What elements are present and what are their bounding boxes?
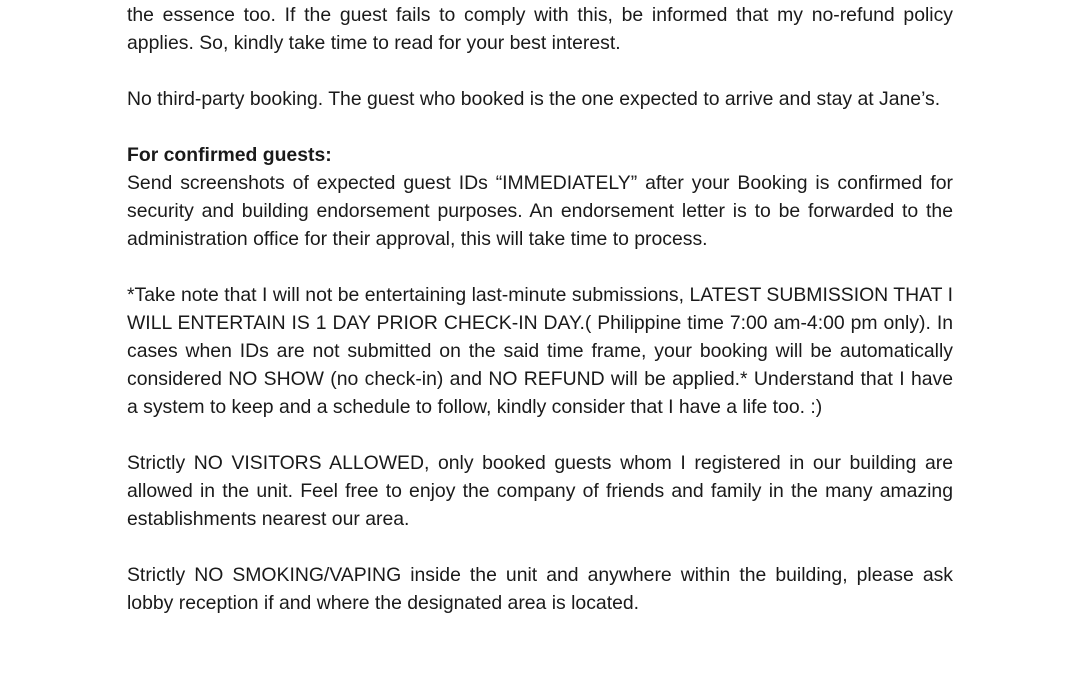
paragraph-refund-policy: the essence too. If the guest fails to comply with this, be informed that my no-refund policy applies. So, kindly take time to read for your best interest. <box>127 4 953 54</box>
confirmed-guests-heading: For confirmed guests: <box>127 144 332 166</box>
paragraph-take-note: *Take note that I will not be entertaining last-minute submissions, LATEST SUBMISSION THAT I WILL ENTERTAIN IS 1 DAY PRIOR CHECK-IN DAY.( Philippine time 7:00 am-4:00 pm only). In cases when IDs are not submitted on the said time frame, your booking will be automatically considered NO SHOW (no check-in) and NO REFUND will be applied.* Understand that I have a system to keep and a schedule to follow, kindly consider that I have a life too. :) <box>127 284 953 418</box>
paragraph-gap <box>127 253 953 281</box>
document-page <box>127 1 953 617</box>
paragraph-gap <box>127 421 953 449</box>
paragraph-no-third-party: No third-party booking. The guest who booked is the one expected to arrive and stay at Jane’s. <box>127 88 941 110</box>
paragraph-no-visitors: Strictly NO VISITORS ALLOWED, only booked guests whom I registered in our building are allowed in the unit. Feel free to enjoy the company of friends and family in the many amazing establishments nearest our area. <box>127 452 953 530</box>
paragraph-gap <box>127 533 953 561</box>
paragraph-gap <box>127 57 953 85</box>
paragraph-no-smoking: Strictly NO SMOKING/VAPING inside the unit and anywhere within the building, please ask lobby reception if and where the designated area is located. <box>127 564 953 614</box>
paragraph-send-ids: Send screenshots of expected guest IDs “IMMEDIATELY” after your Booking is confirmed for security and building endorsement purposes. An endorsement letter is to be forwarded to the administration office for their approval, this will take time to process. <box>127 172 953 250</box>
paragraph-gap <box>127 113 953 141</box>
